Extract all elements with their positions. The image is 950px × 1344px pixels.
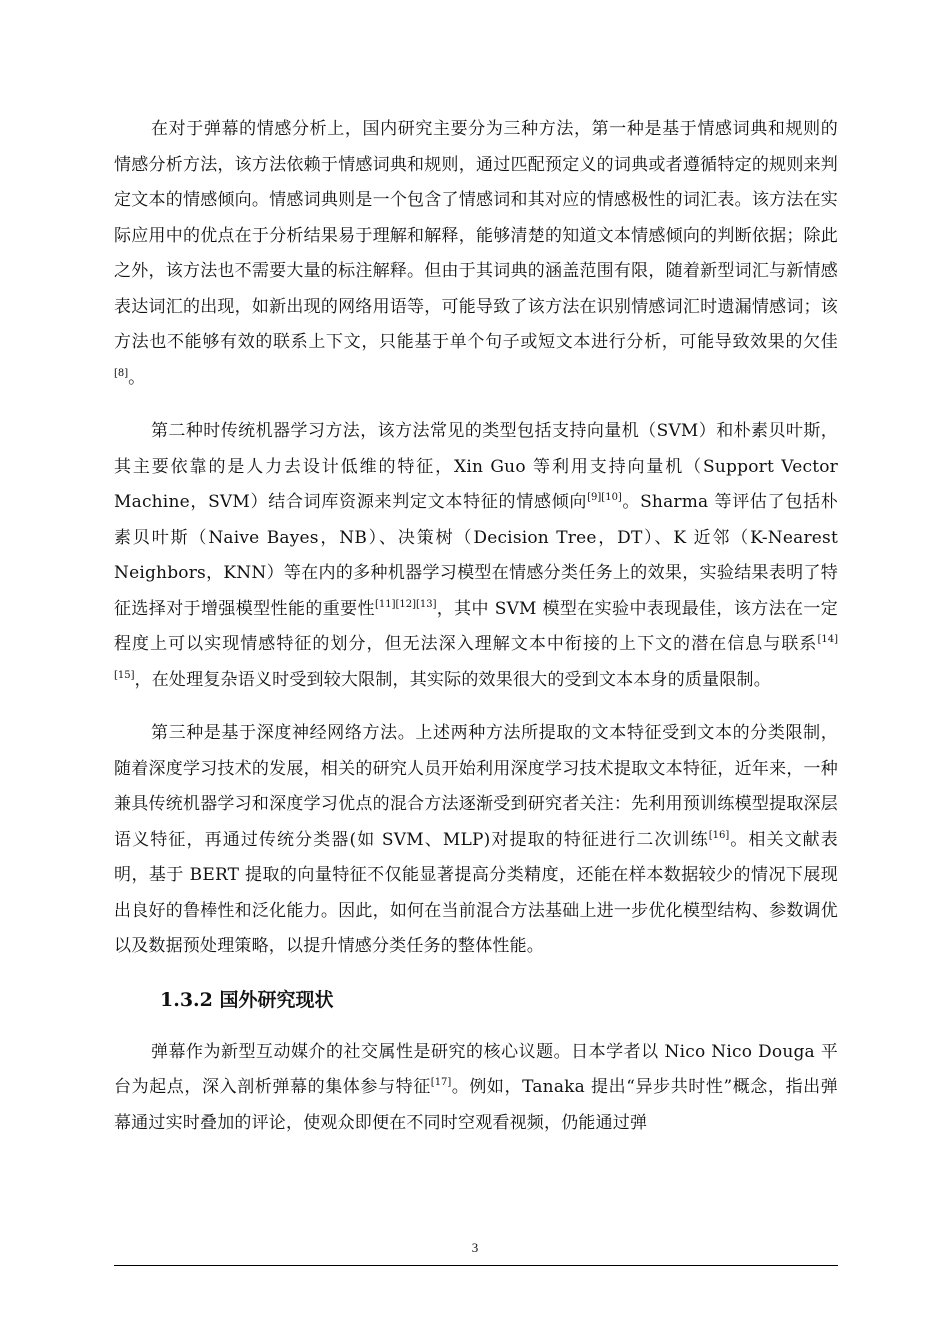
page-number: 3 (471, 1240, 479, 1255)
citation-ref: [8] (114, 367, 129, 379)
paragraph-group-foreign (114, 1035, 838, 1142)
paragraph-text: 。相关文献表明，基于 BERT 提取的向量特征不仅能显著提高分类精度，还能在样本数据较少的情况下展现出良好的鲁棒性和泛化能力。因此，如何在当前混合方法基础上进一步优化模型结构、参数调优以及数据预处理策略，以提升情感分类任务的整体性能。 (114, 829, 838, 956)
paragraph-text: 。 (128, 367, 146, 388)
body-paragraph (114, 112, 838, 396)
paragraph-text: 在对于弹幕的情感分析上，国内研究主要分为三种方法，第一种是基于情感词典和规则的情感分析方法，该方法依赖于情感词典和规则，通过匹配预定义的词典或者遵循特定的规则来判定文本的情感倾向。情感词典则是一个包含了情感词和其对应的情感极性的词汇表。该方法在实际应用中的优点在于分析结果易于理解和解释，能够清楚的知道文本情感倾向的判断依据；除此之外，该方法也不需要大量的标注解释。但由于其词典的涵盖范围有限，随着新型词汇与新情感表达词汇的出现，如新出现的网络用语等，可能导致了该方法在识别情感词汇时遗漏情感词；该方法也不能够有效的联系上下文，只能基于单个句子或短文本进行分析，可能导致效果的欠佳 (114, 119, 838, 352)
paragraph-text: 第二种时传统机器学习方法，该方法常见的类型包括支持向量机（SVM）和朴素贝叶斯，其主要依靠的是人力去设计低维的特征，Xin Guo 等利用支持向量机（Support Vector Machine，SVM）结合词库资源来判定文本特征的情感倾向 (114, 421, 838, 512)
paragraph-text: ，在处理复杂语义时受到较大限制，其实际的效果很大的受到文本本身的质量限制。 (134, 669, 771, 690)
citation-ref: [9][10] (587, 492, 622, 503)
body-paragraph (114, 1035, 838, 1142)
citation-ref: [17] (430, 1077, 452, 1088)
paragraph-group-domestic (114, 112, 838, 965)
paragraph-text: ，其中 SVM 模型在实验中表现最佳，该方法在一定程度上可以实现情感特征的划分，但无法深入理解文本中衔接的上下文的潜在信息与联系 (114, 598, 839, 654)
paragraph-text: 。例如，Tanaka 提出“异步共时性”概念，指出弹幕通过实时叠加的评论，使观众即便在不同时空观看视频，仍能通过弹 (114, 1077, 838, 1133)
citation-ref: [16] (708, 829, 730, 841)
page-body (114, 112, 838, 1141)
citation-ref: [14][15] (114, 634, 838, 681)
body-paragraph (114, 414, 838, 698)
citation-ref: [11][12][13] (374, 598, 437, 610)
footer-rule (114, 1265, 838, 1266)
paragraph-text: 第三种是基于深度神经网络方法。上述两种方法所提取的文本特征受到文本的分类限制，随着深度学习技术的发展，相关的研究人员开始利用深度学习技术提取文本特征，近年来，一种兼具传统机器学习和深度学习优点的混合方法逐渐受到研究者关注：先利用预训练模型提取深层语义特征，再通过传统分类器(如 SVM、MLP)对提取的特征进行二次训练 (114, 723, 838, 850)
body-paragraph (114, 716, 838, 965)
paragraph-text: 。Sharma 等评估了包括朴素贝叶斯（Naive Bayes，NB）、决策树（Decision Tree，DT）、K 近邻（K-Nearest Neighbors，KNN）等在内的多种机器学习模型在情感分类任务上的效果，实验结果表明了特征选择对于增强模型性能的重要性 (114, 492, 838, 619)
paragraph-text: 弹幕作为新型互动媒介的社交属性是研究的核心议题。日本学者以 Nico Nico Douga 平台为起点，深入剖析弹幕的集体参与特征 (114, 1041, 838, 1097)
section-heading: 1.3.2 国外研究现状 (160, 988, 334, 1011)
